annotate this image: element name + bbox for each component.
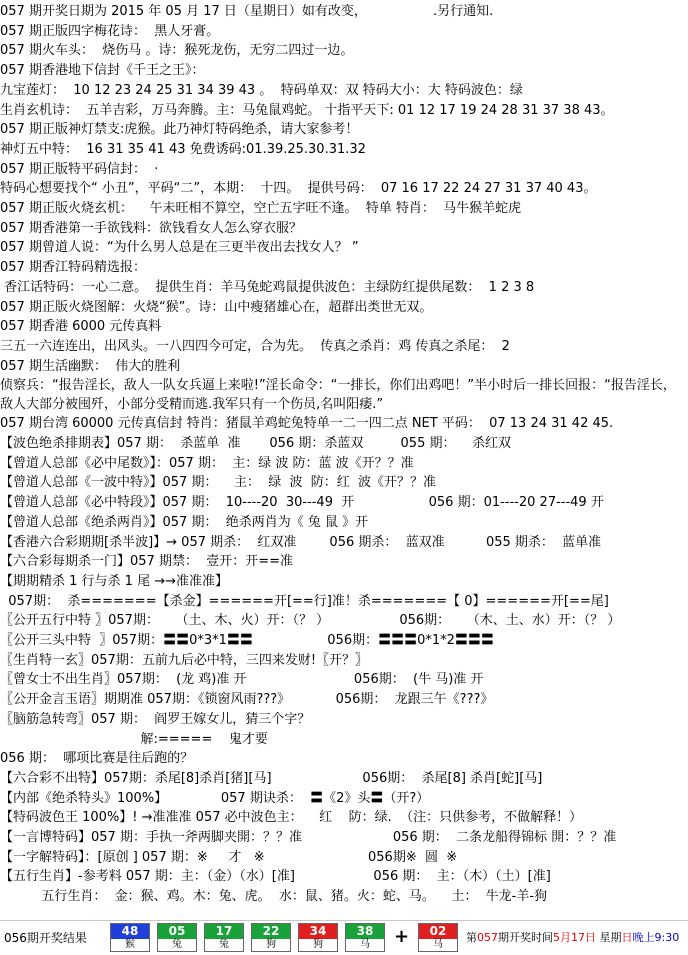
- text-line: 057 期生活幽默： 伟大的胜利: [0, 358, 181, 374]
- result-ball: [418, 923, 458, 952]
- result-label: 056期开奖结果: [4, 931, 87, 945]
- text-line: 生肖玄机诗： 五羊吉彩，万马奔腾。主：马兔鼠鸡蛇。 十指平天下: 01 12 17 19 24 28 31 37 38 43。: [0, 102, 614, 118]
- text-line: 神灯五中特： 16 31 35 41 43 免费诱码:01.39.25.30.31.32: [0, 141, 366, 157]
- ball-zodiac: 狗: [252, 939, 290, 951]
- text-line: 〖曾女士不出生肖〗057期： (龙 鸡)准 开 056期： (牛 马)准 开: [0, 672, 484, 688]
- text-line: 〖公开五行中特 〗057期： （土、木、火）开：（？ ） 056期： （木、土、水）开：（？ ）: [0, 613, 621, 629]
- text-line: 056 期： 哪项比赛是往后跑的？: [0, 751, 194, 767]
- text-line: 【香港六合彩期期[杀半波]】→ 057 期杀： 红双准 056 期杀： 蓝双准 055 期杀： 蓝单准: [0, 534, 602, 550]
- text-line: 解:===== 鬼才要: [0, 731, 268, 747]
- text-line: 九宝莲灯： 10 12 23 24 25 31 34 39 43 。 特码单双：双 特码大小：大 特码波色：绿: [0, 82, 523, 98]
- ball-number: 05: [168, 924, 186, 938]
- ball-zodiac: 马: [346, 939, 384, 951]
- text-line: 057 期曾道人说：“为什么男人总是在三更半夜出去找女人？ ”: [0, 240, 359, 256]
- ball-zodiac: 猴: [111, 939, 149, 951]
- text-line: 【五行生肖】-参考料 057 期：主：（金）（水）[准] 056 期： 主：（木）（土）[准]: [0, 869, 551, 885]
- result-ball: [251, 923, 291, 952]
- info-weekday: 日: [621, 931, 633, 944]
- text-line: 057 期香江特码精选报：: [0, 260, 146, 276]
- text-line: 【波色绝杀排期表】057 期： 杀蓝单 准 056 期：杀蓝双 055 期： 杀红双: [0, 436, 512, 451]
- text-line: 057 期香港地下信封《千王之王》：: [0, 63, 205, 79]
- info-time: 晚上9:30: [632, 931, 680, 944]
- result-ball: [345, 923, 385, 952]
- text-line: 【六合彩每期杀一门】057 期禁： 壹开：开==准: [0, 554, 293, 570]
- text-line: 〖公开三头中特 〗057期：〓〓0*3*1〓〓 056期：〓〓〓0*1*2〓〓〓: [0, 633, 494, 648]
- text-line: 【六合彩不出特】057期：杀尾[8]杀肖[猪][马] 056期： 杀尾[8] 杀肖[蛇][马]: [0, 770, 543, 786]
- text-line: 057 期正版火烧玄机： 午未旺相不算空，空亡五字旺不逢。 特单 特肖： 马牛猴羊蛇虎: [0, 201, 522, 216]
- text-line: 〖生肖特一玄〗057期：五前九后必中特，三四来发财!〖开？〗: [0, 652, 369, 668]
- text-line: 【曾道人总部《必中特段》】057 期： 10----20 30---49 开 056 期：01----20 27---49 开: [0, 495, 604, 511]
- result-footer: [0, 920, 688, 954]
- text-line: 057 期正版特平码信封： ·: [0, 161, 159, 177]
- info-weekday-label: 星期: [599, 931, 622, 944]
- info-date: 5月17日: [553, 931, 596, 944]
- ball-number: 38: [356, 924, 374, 938]
- text-line: 〖公开金言玉语〗期期准 057期：《锁窗风雨???》 056期： 龙跟三午《???》: [0, 692, 494, 708]
- result-ball: [157, 923, 197, 952]
- ball-number: 02: [429, 924, 447, 938]
- ball-number: 17: [215, 924, 233, 938]
- text-line: 【一字解特码】：[原创 ] 057 期：※ 才 ※ 056期※ 圆 ※: [0, 849, 458, 865]
- text-line: 香江话特码：一心二意。 提供生肖：羊马兔蛇鸡鼠提供波色：主绿防红提供尾数： 1 2 3 8: [0, 279, 535, 295]
- ball-zodiac: 狗: [299, 939, 337, 951]
- text-line: 【曾道人总部《绝杀两肖》】057 期： 绝杀两肖为《 兔 鼠 》开: [0, 514, 369, 530]
- text-line: 【期期精杀 1 行与杀 1 尾 →→准准准】: [0, 573, 228, 589]
- text-line: 057 期开奖日期为 2015 年 05 月 17 日（星期日）如有改变， .另行通知.: [0, 4, 494, 19]
- ball-number: 48: [121, 924, 139, 938]
- text-line: 057 期正版火烧图解：火烧“猴”。诗：山中瘦猪雄心在，超群出类世无双。: [0, 299, 433, 315]
- text-line: 〖脑筋急转弯〗057 期： 阎罗王嫁女儿，猜三个字？: [0, 711, 311, 727]
- result-ball: [298, 923, 338, 952]
- ball-number: 22: [262, 924, 280, 938]
- ball-number: 34: [309, 924, 327, 938]
- info-prefix: 第: [466, 931, 477, 944]
- text-line: 057 期火车头： 烧伤马 。诗：猴死龙伤，无穷二四过一边。: [0, 43, 354, 59]
- text-line: 【曾道人总部《必中尾数》】：057 期： 主：绿 波 防：蓝 波《开？？准: [0, 455, 414, 471]
- text-line: 057 期台湾 60000 元传真信封 特肖：猪鼠羊鸡蛇兔特单一二一四二点 NET 平码： 07 13 24 31 42 45.: [0, 416, 614, 432]
- text-line: 【曾道人总部《一波中特》】057 期： 主： 绿 波 防：红 波《开？？准: [0, 475, 437, 491]
- text-line: 三五一六连连出，出风头。一八四四今可定，合为先。 传真之杀肖：鸡 传真之杀尾： 2: [0, 338, 510, 354]
- result-ball: [204, 923, 244, 952]
- text-line: 五行生肖： 金：猴、鸡。木：兔、虎。 水：鼠、猪。火：蛇、马。 土： 牛龙-羊-狗: [0, 889, 548, 905]
- next-draw-info: [466, 929, 679, 945]
- info-issue: 057: [477, 931, 498, 944]
- plus-sign: +: [394, 926, 410, 947]
- text-line: 057期： 杀=======【杀金】======开[==行]准！杀=======【 0】======开[==尾]: [0, 593, 609, 609]
- result-ball: [110, 923, 150, 952]
- text-line: 侦察兵：“报告淫长，敌人一队女兵逼上来啦!”淫长命令：“一排长，你们出鸡吧！”半小时后一排长回报：“报告淫长，敌人大部分被囤歼，小部分受精而逃.我军只有一个伤员,名叫阳痿.”: [0, 378, 676, 413]
- text-line: 【一言博特码】057 期：手执一斧两脚夹開：？？准 056 期： 二条龙船得锦标 開：？？准: [0, 830, 617, 845]
- text-line: 【特码波色王 100%】! →准准准 057 必中波色主： 红 防：绿. （注：只供参考，不做解释！）: [0, 810, 583, 826]
- text-line: 【内部《绝杀特头》100%】 057 期诀杀： 〓《2》头〓（开?）: [0, 790, 430, 806]
- text-line: 057 期香港 6000 元传真料: [0, 319, 162, 335]
- ball-zodiac: 兔: [158, 939, 196, 951]
- ball-zodiac: 马: [419, 939, 457, 951]
- text-line: 057 期正版神灯禁支:虎猴。此乃神灯特码绝杀，请大家参考！: [0, 122, 359, 138]
- text-line: 057 期香港第一手欲钱料：欲钱看女人怎么穿衣服？: [0, 220, 302, 236]
- text-line: 057 期正版四字梅花诗： 黑人牙膏。: [0, 23, 220, 39]
- ball-zodiac: 兔: [205, 939, 243, 951]
- info-mid: 期开奖时间: [498, 931, 553, 944]
- text-line: 特码心想要找个“ 小丑”，平码“二”，本期： 十四。 提供号码： 07 16 17 22 24 27 31 37 40 43。: [0, 181, 597, 197]
